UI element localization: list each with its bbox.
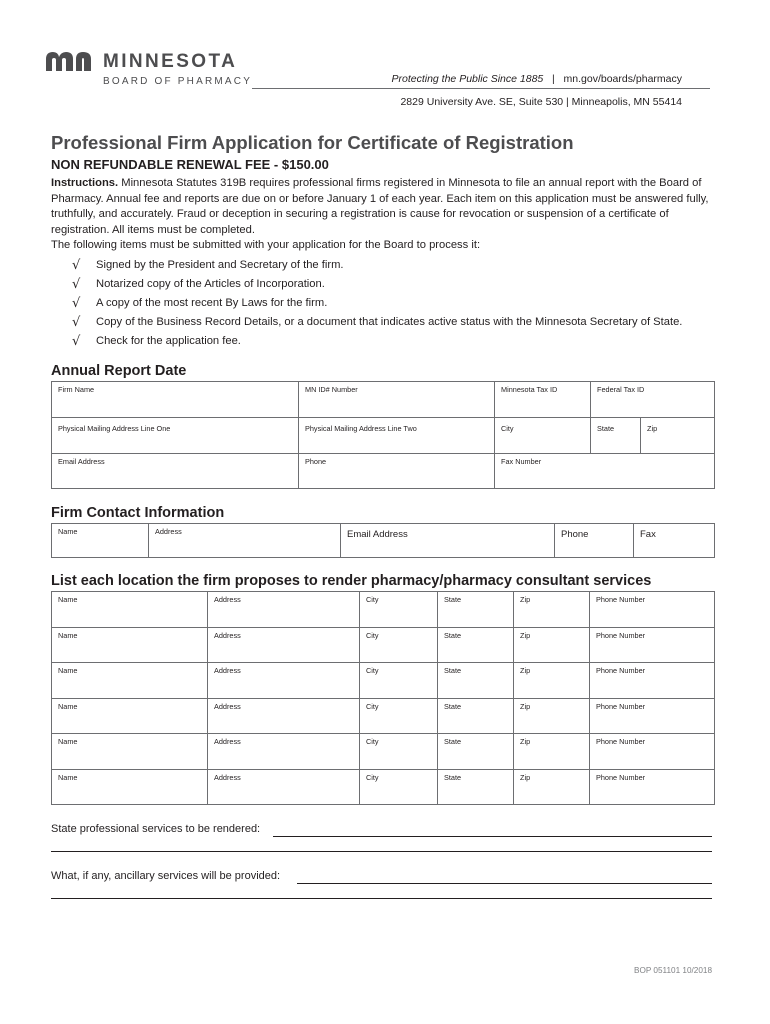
checkmark-icon: √ [72, 334, 81, 349]
location-phone-field[interactable]: Phone Number [590, 698, 715, 734]
instructions-followup: The following items must be submitted with your application for the Board to process it: [51, 239, 481, 252]
checkmark-icon: √ [72, 296, 81, 311]
contact-phone-field[interactable]: Phone [555, 524, 634, 558]
services-line-1[interactable] [273, 836, 712, 837]
ancillary-label: What, if any, ancillary services will be provided: [51, 870, 281, 882]
location-city-field[interactable]: City [360, 663, 438, 699]
zip-field[interactable]: Zip [641, 418, 715, 454]
location-state-field[interactable]: State [438, 698, 514, 734]
locations-table [51, 591, 715, 805]
checkmark-icon: √ [72, 258, 81, 273]
address-line-two-field[interactable]: Physical Mailing Address Line Two [299, 418, 495, 454]
location-zip-field[interactable]: Zip [514, 734, 590, 770]
tagline-text: Protecting the Public Since 1885 [391, 73, 544, 85]
table-row [52, 769, 715, 805]
contact-address-field[interactable]: Address [149, 524, 341, 558]
contact-email-field[interactable]: Email Address [341, 524, 555, 558]
firm-contact-heading: Firm Contact Information [51, 505, 225, 521]
location-address-field[interactable]: Address [208, 698, 360, 734]
list-item: √ Signed by the President and Secretary of the firm. [72, 258, 344, 273]
locations-heading: List each location the firm proposes to render pharmacy/pharmacy consultant services [51, 573, 652, 589]
phone-field[interactable]: Phone [299, 454, 495, 489]
ancillary-line-1[interactable] [297, 883, 712, 884]
location-phone-field[interactable]: Phone Number [590, 627, 715, 663]
federal-tax-id-field[interactable]: Federal Tax ID [591, 382, 715, 418]
location-zip-field[interactable]: Zip [514, 769, 590, 805]
table-row [52, 698, 715, 734]
table-row [52, 663, 715, 699]
form-number: BOP 051101 10/2018 [634, 966, 712, 975]
renewal-fee: NON REFUNDABLE RENEWAL FEE - $150.00 [51, 157, 329, 172]
location-phone-field[interactable]: Phone Number [590, 592, 715, 628]
location-phone-field[interactable]: Phone Number [590, 769, 715, 805]
location-city-field[interactable]: City [360, 592, 438, 628]
header-divider [252, 88, 710, 89]
location-name-field[interactable]: Name [52, 627, 208, 663]
location-state-field[interactable]: State [438, 734, 514, 770]
website-link[interactable]: mn.gov/boards/pharmacy [563, 73, 682, 85]
location-address-field[interactable]: Address [208, 769, 360, 805]
mn-id-field[interactable]: MN ID# Number [299, 382, 495, 418]
location-state-field[interactable]: State [438, 627, 514, 663]
location-name-field[interactable]: Name [52, 734, 208, 770]
requirements-checklist [72, 256, 682, 351]
state-field[interactable]: State [591, 418, 641, 454]
location-city-field[interactable]: City [360, 734, 438, 770]
services-line-2[interactable] [51, 851, 712, 852]
minnesota-logo-icon [44, 50, 94, 72]
location-name-field[interactable]: Name [52, 698, 208, 734]
location-zip-field[interactable]: Zip [514, 627, 590, 663]
location-address-field[interactable]: Address [208, 592, 360, 628]
location-state-field[interactable]: State [438, 663, 514, 699]
city-field[interactable]: City [495, 418, 591, 454]
firm-name-field[interactable]: Firm Name [52, 382, 299, 418]
contact-name-field[interactable]: Name [52, 524, 149, 558]
location-name-field[interactable]: Name [52, 769, 208, 805]
table-row [52, 627, 715, 663]
location-city-field[interactable]: City [360, 769, 438, 805]
location-city-field[interactable]: City [360, 627, 438, 663]
table-row [52, 592, 715, 628]
location-address-field[interactable]: Address [208, 734, 360, 770]
location-zip-field[interactable]: Zip [514, 698, 590, 734]
instructions-lead: Instructions. [51, 177, 119, 189]
location-state-field[interactable]: State [438, 592, 514, 628]
location-name-field[interactable]: Name [52, 592, 208, 628]
checkmark-icon: √ [72, 277, 81, 292]
list-item: √ Check for the application fee. [72, 334, 241, 349]
board-address: 2829 University Ave. SE, Suite 530 | Minneapolis, MN 55414 [400, 96, 682, 108]
logo-wordmark: MINNESOTA [103, 51, 238, 72]
instructions [51, 176, 717, 254]
location-phone-field[interactable]: Phone Number [590, 663, 715, 699]
location-phone-field[interactable]: Phone Number [590, 734, 715, 770]
firm-contact-table [51, 523, 715, 558]
header-tagline [391, 73, 682, 85]
table-row [52, 734, 715, 770]
location-name-field[interactable]: Name [52, 663, 208, 699]
email-field[interactable]: Email Address [52, 454, 299, 489]
ancillary-line-2[interactable] [51, 898, 712, 899]
list-item: √ Copy of the Business Record Details, or a document that indicates active status with the Minnesota Secretary of State. [72, 315, 683, 330]
logo-subtitle: BOARD OF PHARMACY [103, 76, 253, 87]
mn-tax-id-field[interactable]: Minnesota Tax ID [495, 382, 591, 418]
location-city-field[interactable]: City [360, 698, 438, 734]
location-zip-field[interactable]: Zip [514, 663, 590, 699]
list-item: √ A copy of the most recent By Laws for the firm. [72, 296, 328, 311]
address-line-one-field[interactable]: Physical Mailing Address Line One [52, 418, 299, 454]
contact-fax-field[interactable]: Fax [634, 524, 715, 558]
annual-report-heading: Annual Report Date [51, 363, 187, 379]
tagline-separator: | [552, 73, 555, 85]
location-zip-field[interactable]: Zip [514, 592, 590, 628]
annual-report-table [51, 381, 715, 489]
list-item: √ Notarized copy of the Articles of Incorporation. [72, 277, 325, 292]
location-state-field[interactable]: State [438, 769, 514, 805]
page-title: Professional Firm Application for Certificate of Registration [51, 132, 574, 153]
location-address-field[interactable]: Address [208, 627, 360, 663]
services-label: State professional services to be rendered: [51, 823, 261, 835]
instructions-body: Minnesota Statutes 319B requires professional firms registered in Minnesota to file an annual report with the Board of Pharmacy. Annual fee and reports are due on or before January 1 of each year. Each item on this application must be answered fully, truthfully, and accurately. Fraud or deception in securing a registration is cause for revocation or suspension of a certificate of registration. All items must be completed. [51, 177, 709, 236]
fax-field[interactable]: Fax Number [495, 454, 715, 489]
checkmark-icon: √ [72, 315, 81, 330]
location-address-field[interactable]: Address [208, 663, 360, 699]
